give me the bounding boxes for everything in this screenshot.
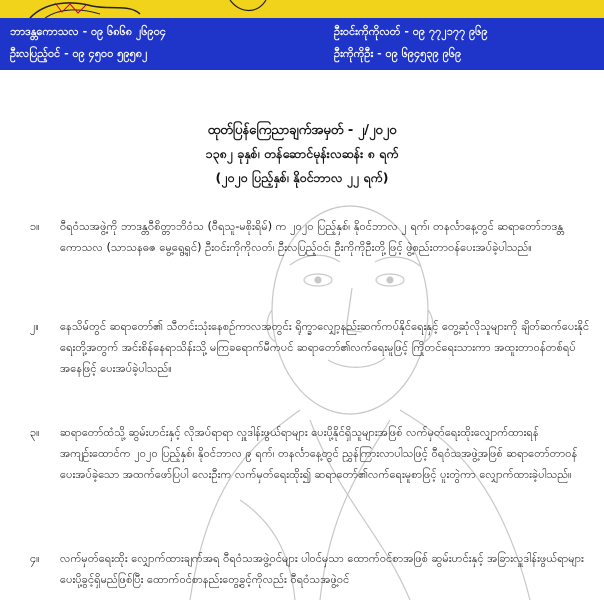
paragraph-2: [30, 316, 590, 388]
contact-bar: [0, 18, 604, 70]
paragraph-text: ဆရာတော်ထံသို့ ဆွမ်းဟင်းနှင့် လိုအပ်ရာရာ လှူဒါန်းဖွယ်ရာများ ပေးပို့နိုင်ရှိသူများအဖြစ် လက်မှတ်ရေးထိုးလျှောက်ထားရန် အကျဉ်းထောင်က ၂၀၂၀ ပြည့်နှစ်၊ နိုဝင်ဘာလ ၉ ရက်၊ တနင်္လာနေ့တွင် ညွှန်ကြားလာပါသဖြင့် ဝီရဝံသအဖွဲ့အဖြစ် ဆရာတော်တာဝန်ပေးအပ်ခဲ့သော အထက်ဖော်ပြပါ လေးဦးက လက်မှတ်ရေးထိုး၍ ဆရာတော်၏လက်ရေးမူစာဖြင့် ပူးတွဲကာ လျှောက်ထားခဲ့ပါသည်။: [60, 426, 578, 481]
paragraph-text: နေသိမ်တွင် ဆရာတော်၏ သီတင်းသုံးနေစဉ်ကာလအတွင်း ရိုက္ခာလျှော့နည်းဆက်ကပ်နိုင်ရေးနှင့် တွေ့ဆုံလိုသူများကို ချိတ်ဆက်ပေးနိုင်ရေးတို့အတွက် အင်းစိန်နေရာသိန်းသို့ မကြခရောက်မီကပင် ဆရာတော်၏လက်ရေးမူဖြင့် ကြိုတင်ရေးသားကာ အထူးတာဝန်တစ်ရပ်အနေဖြင့် ပေးအပ်ခဲ့ပါသည်။: [60, 320, 590, 375]
announcement-title: ထုတ်ပြန်ကြေညာချက်အမှတ် - ၂/၂၀၂၀: [207, 123, 397, 138]
contact-badantakawthala: ဘာဒန္တကောသလ - ၀၉ ၆၈၆၈ ၂၆၉၀၄: [10, 25, 167, 38]
logo-artwork: [0, 0, 604, 18]
header-banner: [0, 0, 604, 18]
paragraph-3: [30, 422, 590, 514]
contact-u-ko-ko-oo: ဦးကိုကိုဦး - ၀၉ ၆၉၄၅၃၉ ၉၆၉: [334, 47, 462, 60]
contact-u-win-ko-ko-latt: ဦးဝင်းကိုကိုလတ် - ၀၉ ၇၇၂၁၇၇ ၉၆၉: [334, 25, 488, 38]
paragraph-4: [30, 548, 590, 600]
paragraph-number: ၃။: [30, 426, 40, 439]
paragraph-number: ၄။: [30, 552, 40, 565]
paragraph-1: [30, 216, 590, 288]
announcement-subtitle: ၁၃၈၂ ခုနှစ်၊ တန်ဆောင်မုန်းလဆန်း ၈ ရက်: [205, 146, 399, 161]
paragraph-text: ဝီရဝံသအဖွဲ့ကို ဘာဒန္တဝီစိတ္တာဘိဝံသ (ဝီရသူ-မစိုးရိမ်) က ၂၀၂၀ ပြည့်နှစ်၊ နိုဝင်ဘာလ ၂ ရက်၊ တနင်္လာနေ့တွင် ဆရာတော်ဘဒန္တကောသလ (သာသနဓဇ မွေ့ရွေ့ရှင်) ဦးဝင်းကိုကိုလတ်၊ ဦးလပြည့်ဝင်၊ ဦးကိုကိုဦးတို့ဖြင့် ဖွဲ့စည်းတာဝန်ပေးအပ်ခဲ့ပါသည်။: [60, 220, 564, 254]
paragraph-number: ၁။: [30, 220, 40, 233]
paragraph-text: လက်မှတ်ရေးထိုး လျှောက်ထားချက်အရ ဝီရဝံသအဖွဲ့ဝင်များ ပါဝင်မှသာ ထောက်ဝင်စာအဖြစ် ဆွမ်းဟင်းနှင့် အခြားလှူဒါန်းဖွယ်ရာများ ပေးပို့ခွင့်ရှိမည်ဖြစ်ပြီး ထောက်ဝင်စာနည်းတွေ့ခွင့်ကိုလည်း ဝီရဝံသအဖွဲ့ဝင်: [60, 552, 584, 586]
announcement-date: (၂၀၂၀ ပြည့်နှစ်၊ နိုဝင်ဘာလ ၂၂ ရက်): [215, 170, 389, 185]
contact-u-la-pyae-win: ဦးလပြည့်ဝင် - ၀၉ ၄၅၀၀ ၅၉၅၈၂: [10, 47, 148, 60]
paragraph-number: ၂။: [30, 320, 39, 333]
